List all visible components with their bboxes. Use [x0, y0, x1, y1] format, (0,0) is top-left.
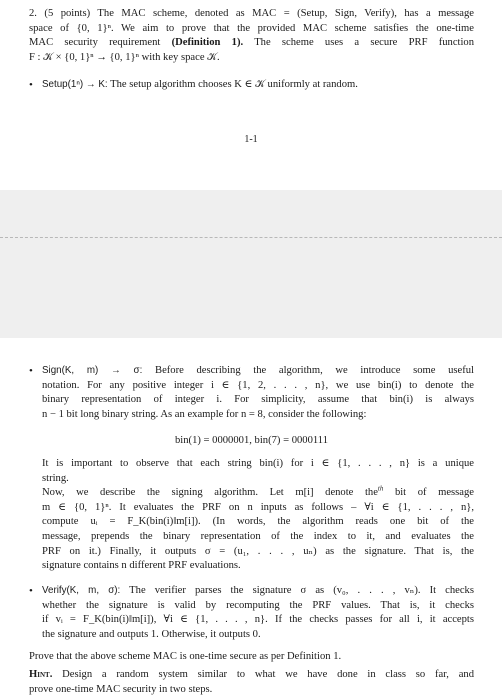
sign-item: • Sign(K, m) → σ: Before describing the algorithm, we introduce some useful notation. For any positive integer i ∈ {1, 2, . . . , n}, we use bin(i) to denote the binary representation of integer i. For simplicity, assume that bin(i) is always n − 1 bit long binary string. As an example for n = 8, consider the following: — [29, 364, 474, 422]
page-divider — [0, 237, 502, 238]
setup-text: The setup algorithm chooses K ∈ 𝒦 uniformly at random. — [110, 79, 358, 90]
page-number: 1-1 — [244, 134, 258, 145]
verify-head: Verify(K, m, σ): — [42, 585, 121, 596]
bullet-icon: • — [29, 365, 33, 377]
prove-statement: Prove that the above scheme MAC is one-time secure as per Definition 1. — [29, 651, 342, 662]
problem-intro — [29, 7, 474, 65]
sign-paragraph-2: It is important to observe that each string bin(i) for i ∈ {1, . . . , n} is a unique string. Now, we describe the signing algorithm. Let m[i] denote the$^{th}$ bit of message m ∈ {0, 1}ⁿ. It evaluates the PRF on n inputs as follows – ∀i ∈ {1, . . . , n}, compute uᵢ = F_K(bin(i)‖m[i]). (In words, the algorithm reads one bit of the message, prepends the binary representation of the index to it, and evaluates the PRF on it.) Finally, it outputs σ = (u₁, . . . , uₙ) as the signature. That is, the signature contains n different PRF evaluations. — [42, 458, 474, 572]
definition-ref: (Definition 1). — [171, 37, 244, 49]
setup-head: Setup(1ⁿ) → K: — [42, 79, 108, 90]
page-gap — [0, 190, 502, 338]
bin-example-equation: bin(1) = 0000001, bin(7) = 0000111 — [175, 435, 328, 446]
verify-item: • Verify(K, m, σ): The verifier parses the signature σ as (v₀, . . . , vₙ). It checks whether the signature is valid by recomputing the PRF values. That is, it checks if vᵢ = F_K(bin(i)‖m[i]), ∀i ∈ {1, . . . , n}. If the checks passes for all i, it accepts the signature and outputs 1. Otherwise, it outputs 0. — [29, 584, 474, 642]
intro-line-4: F : 𝒦 × {0, 1}ⁿ → {0, 1}ⁿ with key space 𝒦. — [29, 51, 220, 63]
bullet-icon: • — [29, 79, 33, 91]
intro-line-1: 2. (5 points) The MAC scheme, denoted as MAC = (Setup, Sign, Verify), has a message — [29, 8, 474, 19]
hint-label: Hint. — [29, 669, 53, 680]
problem-points: (5 points) — [44, 8, 91, 19]
bullet-icon: • — [29, 585, 33, 597]
intro-line-3: MAC security requirement (Definition 1). The scheme uses a secure PRF function — [29, 37, 474, 49]
sign-head: Sign(K, m) → σ: — [42, 365, 143, 376]
intro-line-2: space of {0, 1}ⁿ. We aim to prove that the provided MAC scheme satisfies the one-time — [29, 22, 474, 34]
hint-block: Hint. Design a random system similar to what we have done in class so far, and prove one-time MAC security in two steps. — [29, 669, 474, 695]
problem-number: 2. — [29, 8, 37, 19]
setup-item — [29, 78, 474, 93]
